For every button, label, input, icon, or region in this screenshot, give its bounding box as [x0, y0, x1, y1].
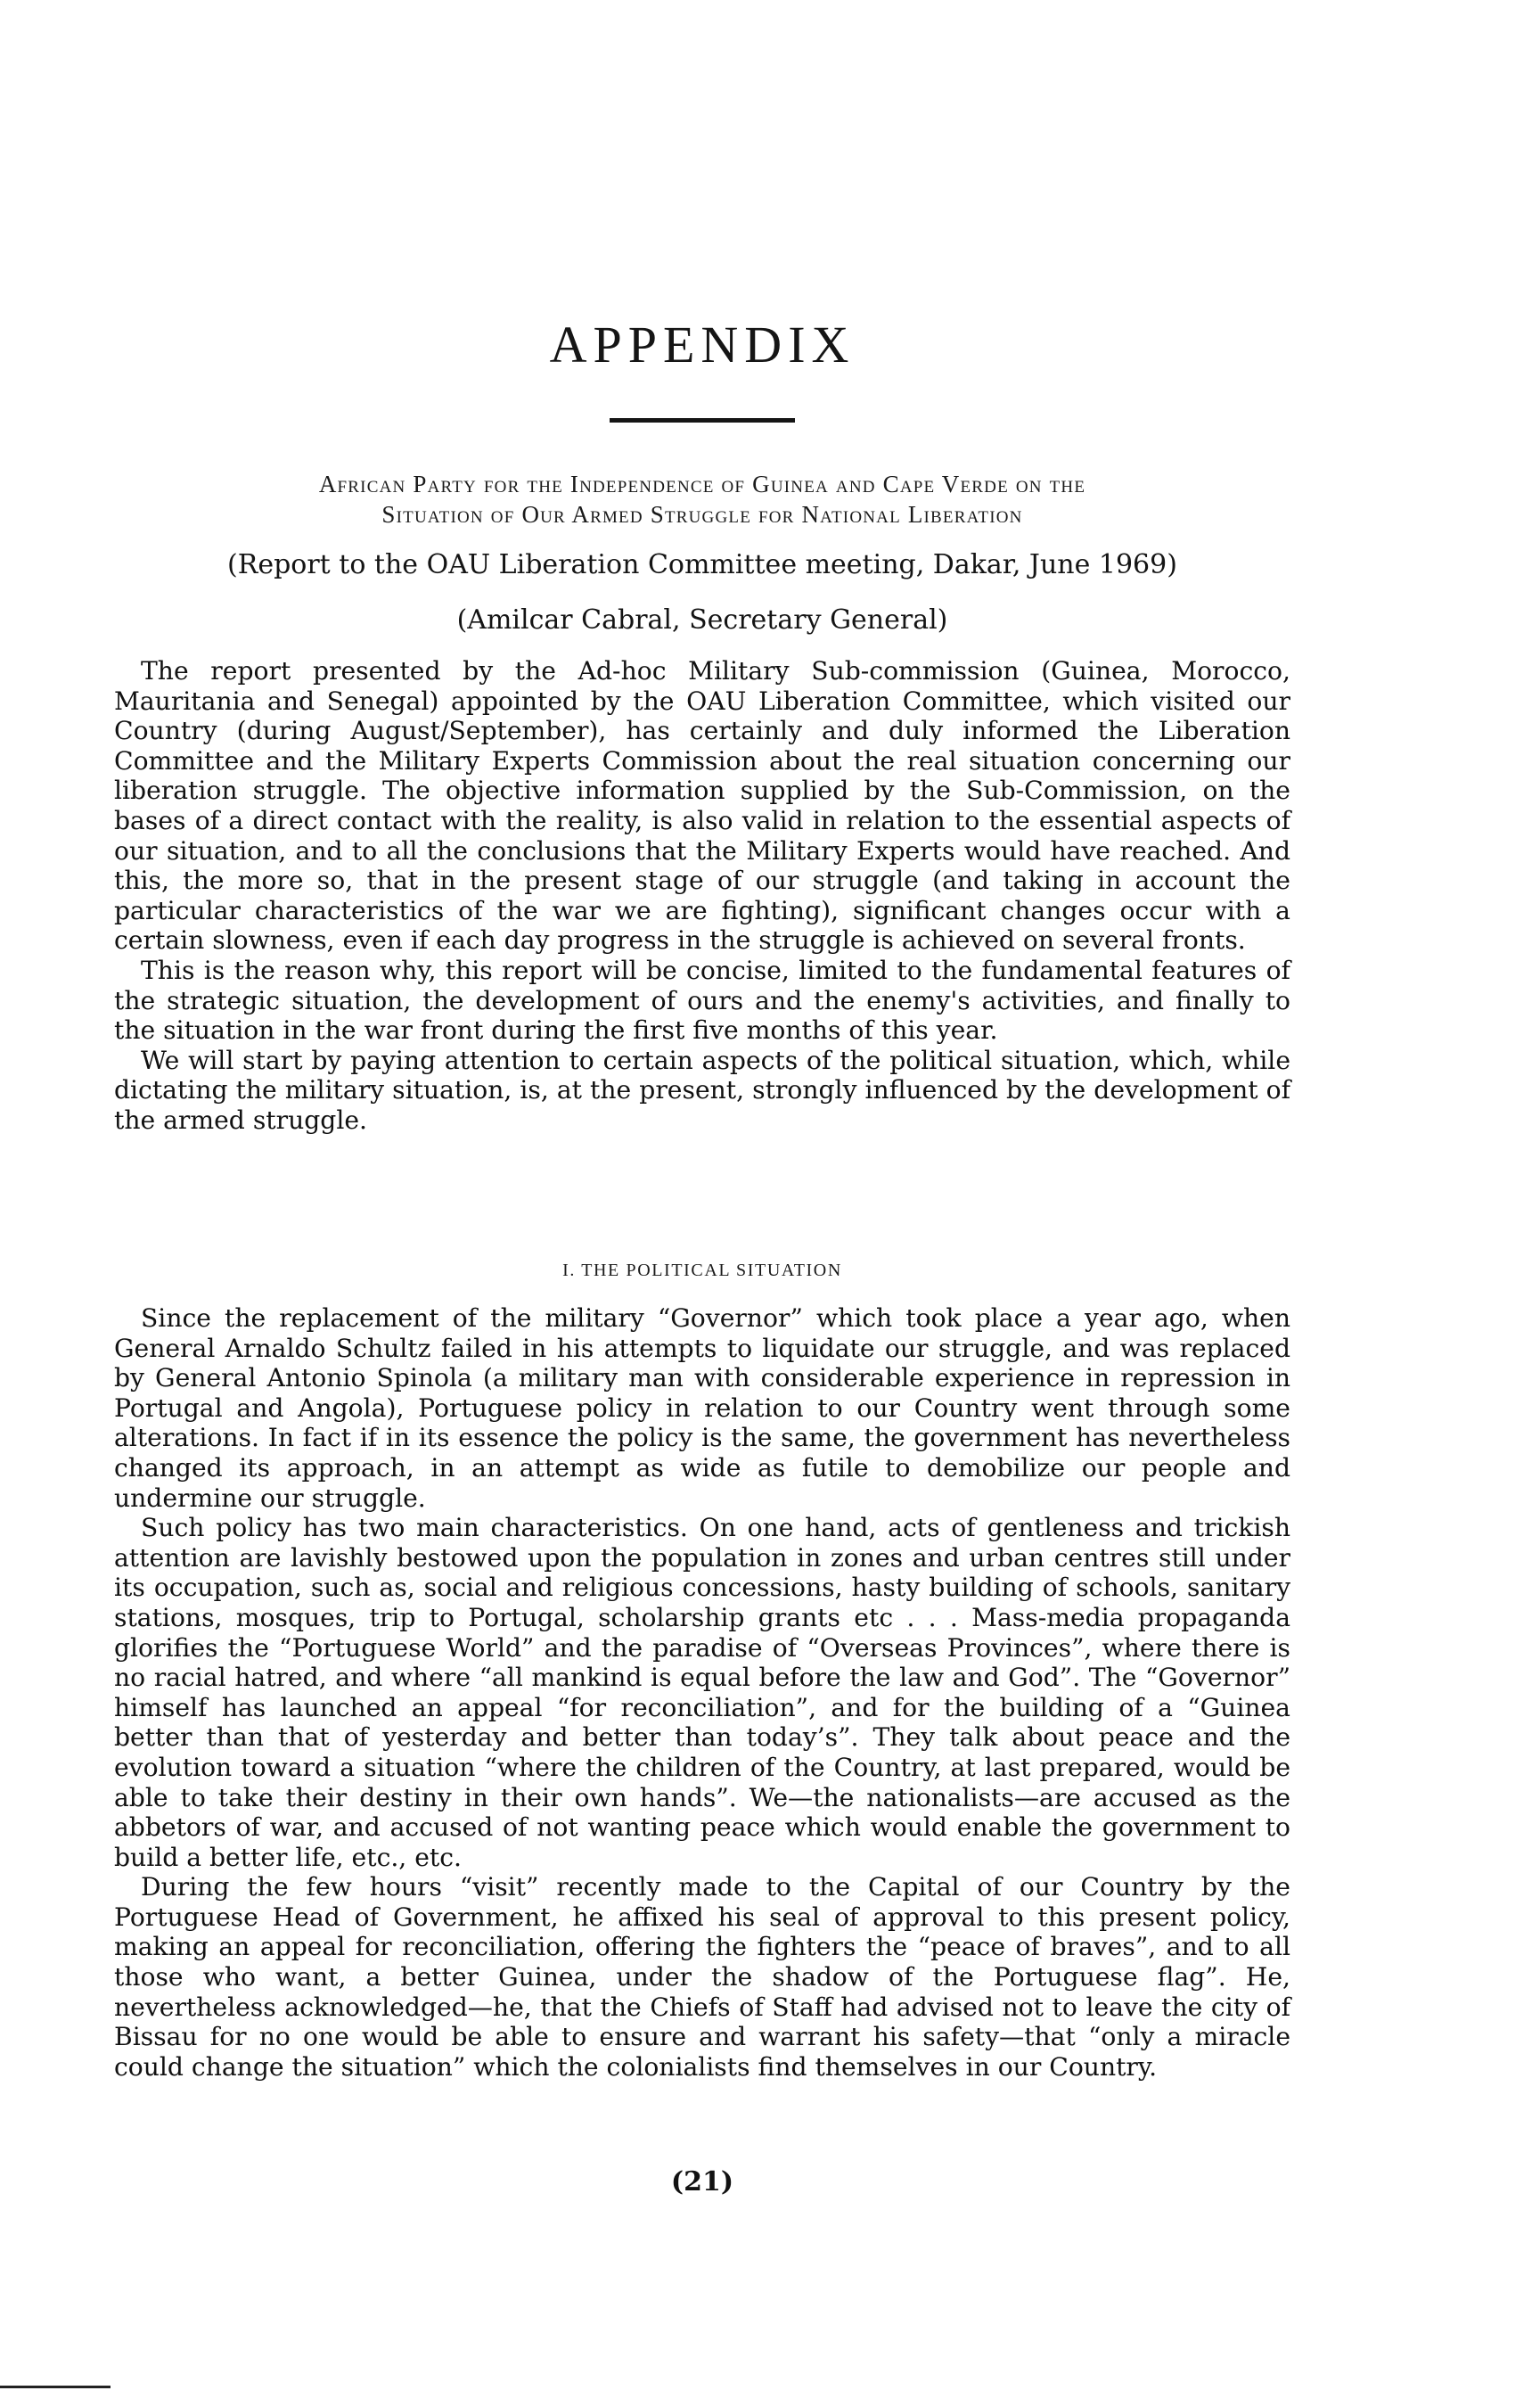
- footer-rule: [0, 2386, 111, 2388]
- section-heading: I. THE POLITICAL SITUATION: [562, 1261, 842, 1280]
- document-page: [114, 0, 1290, 2407]
- section-text: [114, 1303, 1290, 2082]
- report-subtitle: (Report to the OAU Liberation Committee meeting, Dakar, June 1969): [227, 549, 1177, 580]
- paragraph: During the few hours “visit” recently made to the Capital of our Country by the Portuguese Head of Government, he affixed his seal of approval to this present policy, making an appeal for reconciliation, offering the fighters the “peace of braves”, and to all those who want, a better Guinea, under the shadow of the Portuguese flag”. He, nevertheless acknowledged—he, that the Chiefs of Staff had advised not to leave the city of Bissau for no one would be able to ensure and warrant his safety—that “only a miracle could change the situation” which the colonialists find themselves in our Country.: [114, 1872, 1290, 2082]
- paragraph: The report presented by the Ad-hoc Military Sub-commission (Guinea, Morocco, Mauritania and Senegal) appointed by the OAU Liberation Committee, which visited our Country (during August/September), has certainly and duly informed the Liberation Committee and the Military Experts Commission about the real situation concerning our liberation struggle. The objective information supplied by the Sub-Commission, on the bases of a direct contact with the reality, is also valid in relation to the essential aspects of our situation, and to all the conclusions that the Military Experts would have reached. And this, the more so, that in the present stage of our struggle (and taking in account the particular characteristics of the war we are fighting), significant changes occur with a certain slowness, even if each day progress in the struggle is achieved on several fronts.: [114, 656, 1290, 956]
- paragraph: This is the reason why, this report will be concise, limited to the fundamental features of the strategic situation, the development of ours and the enemy's activities, and finally to the situation in the war front during the first five months of this year.: [114, 955, 1290, 1046]
- title-divider: [610, 418, 795, 423]
- paragraph: Such policy has two main characteristics. On one hand, acts of gentleness and trickish attention are lavishly bestowed upon the population in zones and urban centres still under its occupation, such as, social and religious concessions, hasty building of schools, sanitary stations, mosques, trip to Portugal, scholarship grants etc . . . Mass-media propaganda glorifies the “Portuguese World” and the paradise of “Overseas Provinces”, where there is no racial hatred, and where “all mankind is equal before the law and God”. The “Governor” himself has launched an appeal “for reconciliation”, and for the building of a “Guinea better than that of yesterday and better than today’s”. They talk about peace and the evolution toward a situation “where the children of the Country, at last prepared, would be able to take their destiny in their own hands”. We—the nationalists—are accused as the abbetors of war, and accused of not wanting peace which would enable the government to build a better life, etc., etc.: [114, 1513, 1290, 1872]
- document-heading: [114, 469, 1290, 530]
- author-subtitle: (Amilcar Cabral, Secretary General): [456, 604, 948, 636]
- heading-line-1: African Party for the Independence of Guinea and Cape Verde on the: [318, 471, 1086, 497]
- page-number: (21): [670, 2166, 734, 2198]
- heading-line-2: Situation of Our Armed Struggle for National Liberation: [381, 501, 1023, 528]
- paragraph: Since the replacement of the military “Governor” which took place a year ago, when General Arnaldo Schultz failed in his attempts to liquidate our struggle, and was replaced by General Antonio Spinola (a military man with considerable experience in repression in Portugal and Angola), Portuguese policy in relation to our Country went through some alterations. In fact if in its essence the policy is the same, the government has nevertheless changed its approach, in an attempt as wide as futile to demobilize our people and undermine our struggle.: [114, 1303, 1290, 1513]
- document-title: APPENDIX: [549, 316, 856, 374]
- paragraph: We will start by paying attention to certain aspects of the political situation, which, while dictating the military situation, is, at the present, strongly influenced by the development of the armed struggle.: [114, 1045, 1290, 1135]
- intro-text: [114, 656, 1290, 1136]
